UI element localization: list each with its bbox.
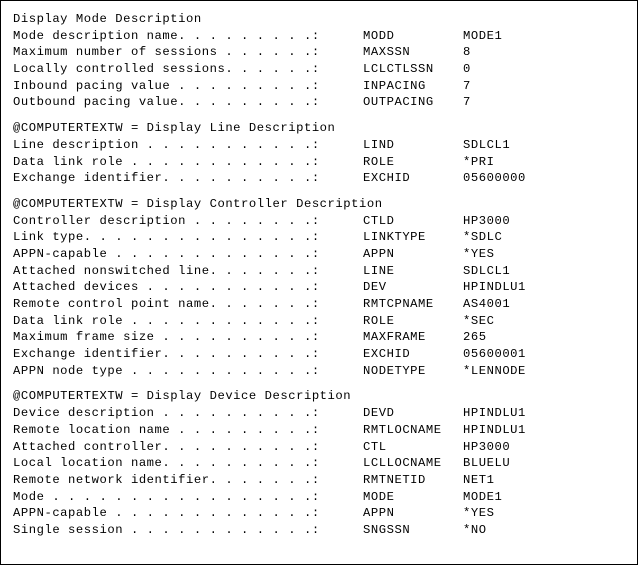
parameter-value: 8 bbox=[463, 45, 471, 60]
parameter-keyword: CTLD bbox=[363, 213, 395, 228]
parameter-value: AS4001 bbox=[463, 297, 511, 311]
parameter-row bbox=[13, 137, 511, 154]
parameter-value: HPINDLU1 bbox=[463, 422, 526, 437]
parameter-value: *SDLC bbox=[463, 230, 503, 245]
parameter-label: Controller description . . . . . . . .: bbox=[13, 213, 320, 228]
parameter-label: APPN node type . . . . . . . . . . . .: bbox=[13, 363, 320, 378]
parameter-row bbox=[13, 296, 511, 313]
section bbox=[13, 388, 526, 538]
parameter-row bbox=[13, 363, 526, 380]
parameter-keyword: RMTLOCNAME bbox=[363, 422, 442, 437]
parameter-row bbox=[13, 229, 503, 246]
parameter-keyword: RMTNETID bbox=[363, 472, 426, 487]
parameter-row bbox=[13, 313, 495, 330]
parameter-row bbox=[13, 405, 526, 422]
parameter-value: 7 bbox=[463, 95, 471, 110]
parameter-label: Link type. . . . . . . . . . . . . . .: bbox=[13, 230, 320, 245]
parameter-row bbox=[13, 422, 526, 439]
parameter-label: Maximum number of sessions . . . . . .: bbox=[13, 45, 320, 60]
section bbox=[13, 11, 503, 111]
section bbox=[13, 120, 526, 187]
parameter-label: Exchange identifier. . . . . . . . . .: bbox=[13, 171, 320, 186]
parameter-value: 7 bbox=[463, 78, 471, 93]
parameter-value: *PRI bbox=[463, 154, 495, 169]
parameter-label: Mode . . . . . . . . . . . . . . . . .: bbox=[13, 489, 320, 504]
parameter-value: 05600000 bbox=[463, 171, 526, 186]
parameter-label: Attached devices . . . . . . . . . . .: bbox=[13, 280, 320, 295]
section-heading: @COMPUTERTEXTW = Display Line Description bbox=[13, 121, 336, 136]
parameter-value: BLUELU bbox=[463, 456, 511, 471]
parameter-row bbox=[13, 346, 526, 363]
parameter-keyword: MODE bbox=[363, 489, 395, 504]
parameter-value: *SEC bbox=[463, 313, 495, 328]
parameter-value: NET1 bbox=[463, 472, 495, 487]
parameter-keyword: MODD bbox=[363, 28, 395, 43]
parameter-value: MODE1 bbox=[463, 489, 503, 504]
parameter-value: SDLCL1 bbox=[463, 263, 511, 278]
parameter-value: *YES bbox=[463, 506, 495, 521]
parameter-label: Locally controlled sessions. . . . . .: bbox=[13, 62, 320, 77]
parameter-value: 0 bbox=[463, 62, 471, 77]
section-heading: Display Mode Description bbox=[13, 12, 202, 26]
config-listing bbox=[13, 11, 526, 548]
parameter-keyword: INPACING bbox=[363, 78, 426, 93]
parameter-keyword: LCLLOCNAME bbox=[363, 456, 442, 471]
parameter-keyword: LCLCTLSSN bbox=[363, 62, 434, 77]
parameter-keyword: DEVD bbox=[363, 406, 395, 421]
parameter-row bbox=[13, 246, 495, 263]
parameter-row bbox=[13, 94, 471, 111]
section-heading: @COMPUTERTEXTW = Display Device Description bbox=[13, 389, 352, 404]
parameter-label: Local location name. . . . . . . . . .: bbox=[13, 456, 320, 471]
parameter-value: HP3000 bbox=[463, 439, 511, 454]
parameter-keyword: ROLE bbox=[363, 313, 395, 328]
parameter-keyword: MAXFRAME bbox=[363, 330, 426, 345]
parameter-row bbox=[13, 505, 495, 522]
parameter-row bbox=[13, 472, 495, 489]
parameter-keyword: APPN bbox=[363, 246, 395, 261]
section bbox=[13, 196, 526, 380]
parameter-keyword: OUTPACING bbox=[363, 95, 434, 110]
parameter-row bbox=[13, 154, 495, 171]
parameter-keyword: LIND bbox=[363, 137, 395, 152]
parameter-label: Exchange identifier. . . . . . . . . .: bbox=[13, 347, 320, 362]
parameter-keyword: RMTCPNAME bbox=[363, 297, 434, 311]
parameter-row bbox=[13, 489, 503, 506]
parameter-label: Remote control point name. . . . . . .: bbox=[13, 297, 320, 311]
parameter-label: Single session . . . . . . . . . . . .: bbox=[13, 522, 320, 537]
parameter-label: Inbound pacing value . . . . . . . . .: bbox=[13, 78, 320, 93]
parameter-value: *YES bbox=[463, 246, 495, 261]
parameter-keyword: LINE bbox=[363, 263, 395, 278]
parameter-keyword: EXCHID bbox=[363, 347, 411, 362]
parameter-value: HPINDLU1 bbox=[463, 280, 526, 295]
parameter-label: Device description . . . . . . . . . .: bbox=[13, 406, 320, 421]
parameter-label: APPN-capable . . . . . . . . . . . . .: bbox=[13, 246, 320, 261]
parameter-row bbox=[13, 170, 526, 187]
parameter-label: Data link role . . . . . . . . . . . .: bbox=[13, 313, 320, 328]
parameter-label: Maximum frame size . . . . . . . . . .: bbox=[13, 330, 320, 345]
parameter-row bbox=[13, 28, 503, 45]
parameter-keyword: NODETYPE bbox=[363, 363, 426, 378]
parameter-keyword: APPN bbox=[363, 506, 395, 521]
parameter-row bbox=[13, 44, 471, 61]
parameter-row bbox=[13, 439, 511, 456]
parameter-keyword: LINKTYPE bbox=[363, 230, 426, 245]
parameter-keyword: DEV bbox=[363, 280, 387, 295]
parameter-keyword: SNGSSN bbox=[363, 522, 411, 537]
parameter-label: Attached nonswitched line. . . . . . .: bbox=[13, 263, 320, 278]
parameter-label: Data link role . . . . . . . . . . . .: bbox=[13, 154, 320, 169]
parameter-value: 05600001 bbox=[463, 347, 526, 362]
parameter-value: HP3000 bbox=[463, 213, 511, 228]
parameter-value: SDLCL1 bbox=[463, 137, 511, 152]
section-heading: @COMPUTERTEXTW = Display Controller Description bbox=[13, 196, 383, 211]
parameter-row bbox=[13, 455, 511, 472]
parameter-label: Line description . . . . . . . . . . .: bbox=[13, 137, 320, 152]
parameter-keyword: MAXSSN bbox=[363, 45, 411, 60]
parameter-row bbox=[13, 522, 487, 539]
parameter-value: *NO bbox=[463, 522, 487, 537]
parameter-keyword: CTL bbox=[363, 439, 387, 454]
parameter-keyword: ROLE bbox=[363, 154, 395, 169]
parameter-row bbox=[13, 329, 487, 346]
parameter-label: APPN-capable . . . . . . . . . . . . .: bbox=[13, 506, 320, 521]
parameter-label: Remote network identifier. . . . . . .: bbox=[13, 472, 320, 487]
parameter-value: 265 bbox=[463, 330, 487, 345]
parameter-row bbox=[13, 263, 511, 280]
parameter-row bbox=[13, 61, 471, 78]
parameter-label: Remote location name . . . . . . . . .: bbox=[13, 422, 320, 437]
parameter-label: Attached controller. . . . . . . . . .: bbox=[13, 439, 320, 454]
parameter-value: MODE1 bbox=[463, 28, 503, 43]
parameter-value: *LENNODE bbox=[463, 363, 526, 378]
parameter-label: Outbound pacing value. . . . . . . . .: bbox=[13, 95, 320, 110]
parameter-row bbox=[13, 213, 511, 230]
parameter-row bbox=[13, 279, 526, 296]
parameter-keyword: EXCHID bbox=[363, 171, 411, 186]
parameter-row bbox=[13, 78, 471, 95]
parameter-label: Mode description name. . . . . . . . .: bbox=[13, 28, 320, 43]
parameter-value: HPINDLU1 bbox=[463, 406, 526, 421]
